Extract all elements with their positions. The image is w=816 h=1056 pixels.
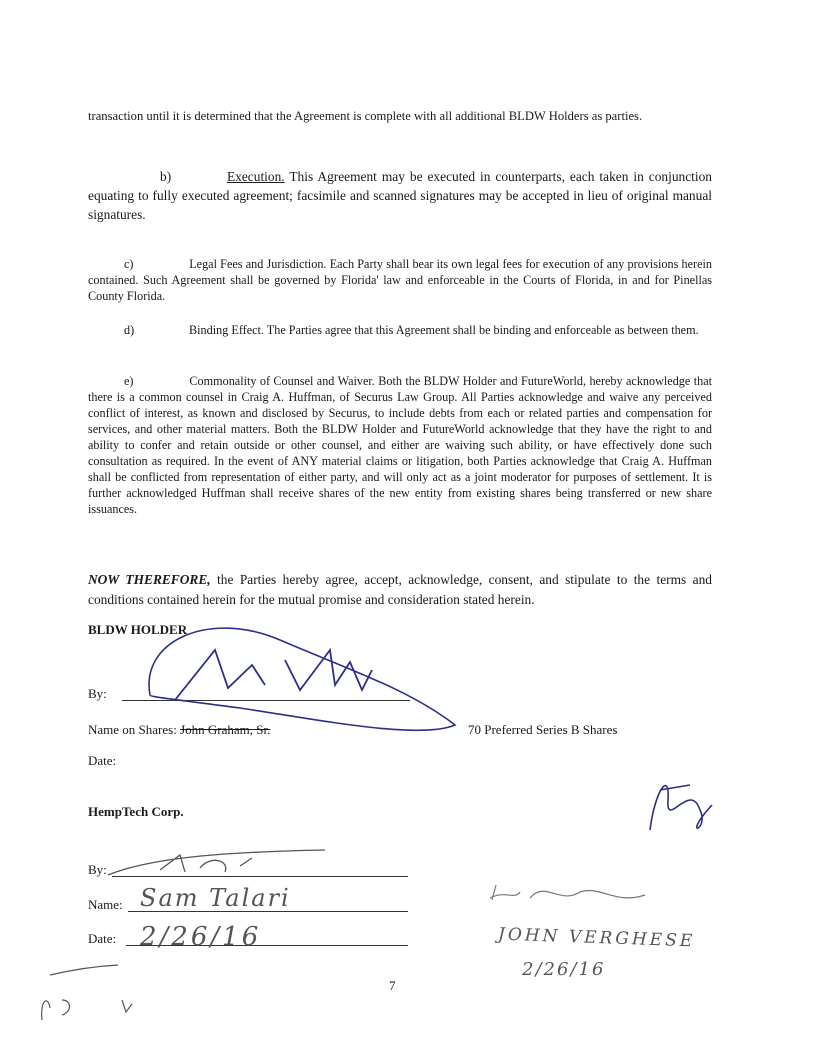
bldw-shares: 70 Preferred Series B Shares [468,722,618,737]
bldw-by-label: By: [88,686,107,701]
hemptech-by-line [112,876,408,877]
bldw-holder-heading: BLDW HOLDER [88,622,188,637]
clause-b: b) Execution. This Agreement may be executed in counterparts, each taken in conjunction equating to fully executed agreement; facsimile and scanned signatures may be accepted in lieu of original manual signatures. [88,169,712,222]
hemptech-heading: HempTech Corp. [88,804,184,819]
bldw-date-label: Date: [88,753,117,768]
handwritten-date-right: 2/26/16 [522,959,606,980]
hemptech-by-label: By: [88,862,107,877]
intro-paragraph: transaction until it is determined that the Agreement is complete with all additional BLDW Holders as parties. [88,109,643,123]
bottom-initials [42,965,132,1020]
hemptech-name-label: Name: [88,897,123,912]
bldw-signature [149,628,455,730]
page-number: 7 [389,978,396,993]
hemptech-signature [108,850,325,875]
initials-scribble [650,785,712,830]
handwritten-date: 2/26/16 [140,922,262,952]
handwritten-name: Sam Talari [140,884,291,912]
bldw-by-line [122,700,410,701]
handwritten-name-right: JOHN VERGHESE [497,924,696,952]
right-signature [490,885,645,900]
clause-e: e) Commonality of Counsel and Waiver. Both the BLDW Holder and FutureWorld, hereby acknowledge that there is a common counsel in Craig A. Huffman, of Securus Law Group. All Parties acknowledge and waive any perceived conflict of interest, as known and disclosed by Securus, to include debts from each or related parties and compensation for services, and other material matters. Both the BLDW Holder and FutureWorld acknowledge that they have the right to and ability to confer and retain outside or other counsel, and either are waiving such ability, or have effectively done such consultation as required. In the event of ANY material claims or litigation, both Parties acknowledge that Craig A. Huffman shall be conflicted from representation of either party, and will only act as a joint moderator for purposes of settlement. It is further acknowledged Huffman shall receive shares of the new entity from existing shares being transferred or new share issuances. [88,374,713,516]
hemptech-date-label: Date: [88,931,117,946]
now-therefore-paragraph: NOW THEREFORE, the Parties hereby agree, accept, acknowledge, consent, and stipulate to the terms and conditions contained herein for the mutual promise and consideration stated herein. [88,572,712,607]
clause-d: d) Binding Effect. The Parties agree that this Agreement shall be binding and enforceable as between them. [124,323,699,337]
bldw-name-row: Name on Shares: John Graham, Sr. [88,722,271,737]
clause-c: c) Legal Fees and Jurisdiction. Each Party shall bear its own legal fees for execution of any provisions herein contained. Such Agreement shall be governed by Florida' law and enforceable in the Courts of Florida, in and for Pinellas County Florida. [88,257,712,303]
